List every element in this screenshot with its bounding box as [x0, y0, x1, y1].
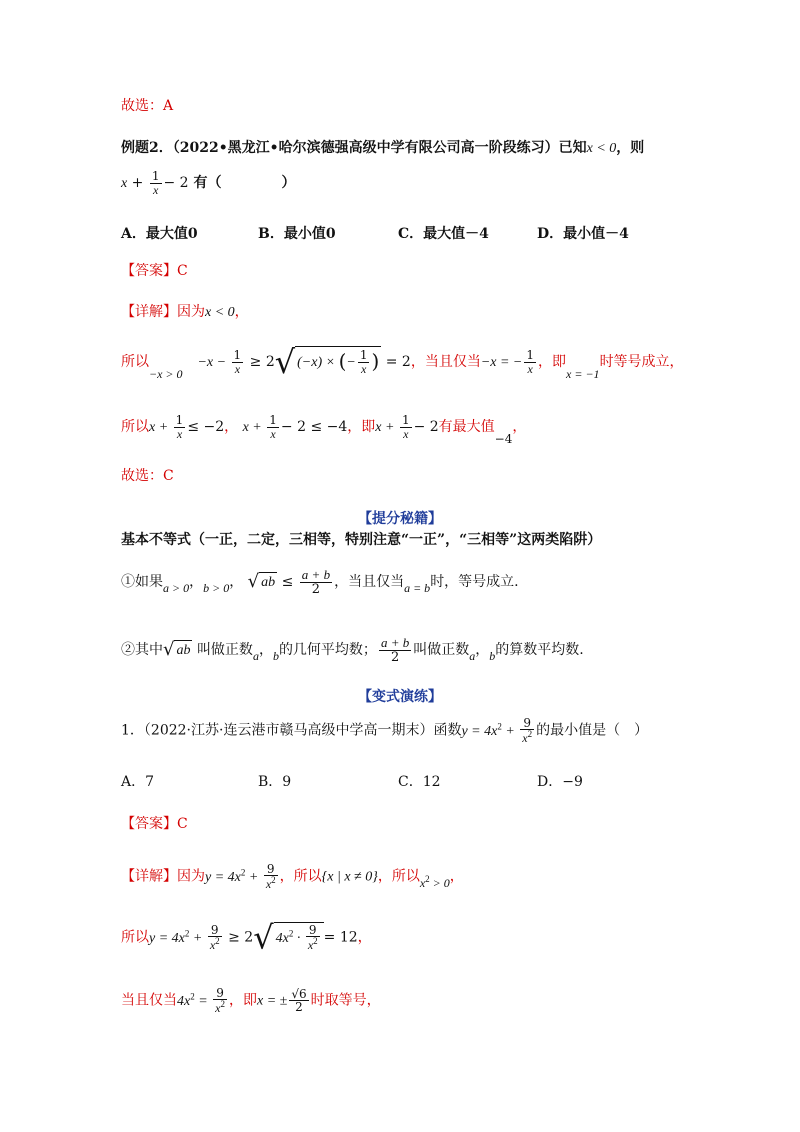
ineq-frac-1-x: $\frac{1}{x}$ — [233, 348, 242, 376]
ex2-answer: 【答案】C — [121, 263, 188, 279]
practice-so2: ，所以 — [377, 868, 420, 885]
tips-p1-a: a > 0 — [163, 581, 190, 596]
ex2-so2: 所以 — [121, 419, 149, 436]
ex1-answer-line: 故选：A — [121, 98, 174, 114]
practice-equality-line: 当且仅当$4x^2$ = $\frac{9}{x^2}$ ，即x = ± $\frac{√6}{2}$ 时取等号， — [121, 985, 381, 1016]
practice-so3: 所以 — [121, 929, 149, 946]
ineq-sqrt-body: (−x) × (− $\frac{1}{x}$ ) — [297, 348, 380, 376]
practice-q-source: （2022·江苏·连云港市赣马高级中学高一期末）函数 — [143, 722, 462, 739]
tips-p1-aeqb: a = b — [404, 581, 431, 596]
example2-expression-line — [121, 170, 295, 196]
frac-1-over-x — [150, 170, 162, 196]
practice-detail-line: 【详解】因为$y = 4x^2$ + $\frac{9}{x^2}$ ，所以{x | x ≠ 0}，所以$x^2 > 0$， — [121, 861, 464, 892]
practice-q-num: 1． — [121, 722, 144, 739]
tips-p1-start: ①如果 — [121, 574, 163, 591]
frac-num: 1 — [151, 169, 160, 183]
ex2-option-c: C．最大值－4 — [398, 226, 489, 242]
example2-header — [121, 138, 644, 159]
practice-option-c: C．12 — [398, 774, 441, 790]
practice-title: 【变式演练】 — [358, 689, 442, 705]
tips-p2-radical-icon: √ — [163, 639, 175, 661]
ex2-eq-result: = 2 — [385, 354, 411, 371]
example2-label: 例题2． — [121, 140, 173, 156]
practice-option-a: A．7 — [121, 774, 155, 790]
practice-detail-label: 【详解】 — [121, 868, 177, 885]
ex2-max-val: −4 — [494, 432, 513, 447]
example2-has: 有（ — [193, 175, 222, 192]
practice-iff: 当且仅当 — [121, 992, 177, 1009]
tips-sqrt-ab: ab — [259, 572, 277, 593]
practice-option-b: B．9 — [258, 774, 292, 790]
expr-x: x — [121, 176, 128, 192]
tips-p2: ②其中√ ab 叫做正数a，b的几何平均数； $\frac{a + b}{2}$ 叫做正数a，b的算数平均数. — [121, 635, 584, 665]
practice-option-d: D．−9 — [537, 774, 583, 790]
example2-condition: x < 0 — [586, 141, 617, 156]
tips-p2-mid1: 叫做正数 — [196, 642, 253, 659]
ex2-ie: ，即 — [538, 354, 567, 371]
practice-domain: {x | x ≠ 0} — [321, 869, 378, 885]
practice-radical-icon: √ — [253, 918, 274, 957]
practice-answer: 【答案】C — [121, 816, 188, 832]
tips-p2-mid2: 叫做正数 — [413, 642, 470, 659]
practice-ie: ，即 — [229, 992, 257, 1009]
tips-radical-icon: √ — [247, 571, 260, 593]
ex2-max-text: 有最大值 — [438, 419, 495, 436]
tips-p1-end: 时，等号成立. — [430, 574, 519, 591]
ineq-geq-2: ≥ 2 — [245, 354, 275, 371]
practice-question: 1．（2022·江苏·连云港市赣马高级中学高一期末）函数$y = 4x^2$ + $\frac{9}{x^2}$ 的最小值是（ ） — [121, 715, 649, 746]
expr-minus-2: − 2 — [163, 175, 189, 192]
ineq-leq-minus2: ≤ −2 — [187, 419, 225, 436]
example2-close: ） — [281, 175, 296, 192]
frac-den: x — [153, 182, 159, 197]
ex2-xeq: x = −1 — [566, 367, 600, 382]
example2-source: （2022•黑龙江•哈尔滨德强高级中学有限公司高一阶段练习） — [172, 140, 559, 156]
ineq-lhs: −x − — [197, 355, 230, 371]
practice-q-end: 的最小值是（ ） — [536, 722, 649, 739]
ex2-so: 所以 — [121, 354, 149, 371]
ex2-option-d: D．最小值－4 — [537, 226, 629, 242]
ineq-minus2-leq-minus4: − 2 ≤ −4 — [280, 419, 348, 436]
practice-inequality-line: 所以$y = 4x^2$ + $\frac{9}{x^2}$ ≥ 2√ $4x^2$ · $\frac{9}{x^2}$ = 12， — [121, 918, 372, 957]
tips-p2-start: ②其中 — [121, 642, 163, 659]
example2-then: ，则 — [616, 140, 645, 156]
tips-p2-end: 的算数平均数. — [495, 642, 584, 659]
ex2-conclusion-line: 所以x + $\frac{1}{x}$ ≤ −2， x + $\frac{1}{x}$ − 2 ≤ −4，即x + $\frac{1}{x}$ − 2有最大值−4， — [121, 414, 526, 449]
iff-frac: $\frac{1}{x}$ — [526, 348, 535, 376]
practice-take-eq: 时取等号， — [310, 992, 381, 1009]
ex2-cond-inline: x < 0 — [205, 305, 235, 320]
tips-title: 【提分秘籍】 — [358, 511, 442, 527]
tips-p1-b: b > 0 — [203, 581, 230, 596]
example2-known: 已知 — [558, 140, 587, 156]
practice-so: ，所以 — [279, 868, 322, 885]
expr-plus: + — [127, 175, 148, 192]
iff-lhs: −x = − — [480, 355, 523, 371]
ex2-final: 故选：C — [121, 468, 174, 484]
ex2-ie2: ，即 — [347, 419, 376, 436]
ex2-eq-holds: 时等号成立， — [599, 354, 684, 371]
ex2-inequality-line — [121, 343, 684, 384]
ex2-option-a: A．最大值0 — [121, 226, 198, 242]
ineq-radical-icon: √ — [274, 343, 296, 382]
practice-because: 因为 — [177, 868, 205, 885]
ex2-detail-label: 【详解】 — [121, 304, 177, 320]
ex2-iff: ，当且仅当 — [410, 354, 481, 371]
tips-heading: 基本不等式（一正，二定，三相等，特别注意“一正”，“三相等”这两类陷阱） — [121, 532, 602, 548]
tips-p1-iff: ，当且仅当 — [334, 574, 405, 591]
ex2-sub-cond: −x > 0 — [149, 367, 183, 382]
ex2-option-b: B．最小值0 — [258, 226, 336, 242]
practice-x2pos: > 0 — [432, 875, 450, 890]
tips-p2-geo: 的几何平均数； — [278, 642, 377, 659]
ex2-detail-line — [121, 302, 249, 323]
practice-result: = 12 — [323, 929, 358, 946]
tips-p1: ①如果a > 0，b > 0， √ ab ≤ $\frac{a + b}{2}$ ，当且仅当a = b时，等号成立. — [121, 567, 519, 597]
ex2-comma: ， — [234, 304, 249, 320]
tips-frac-a-plus-b: $\frac{a + b}{2}$ — [301, 567, 331, 597]
ex2-because: 因为 — [177, 304, 205, 320]
